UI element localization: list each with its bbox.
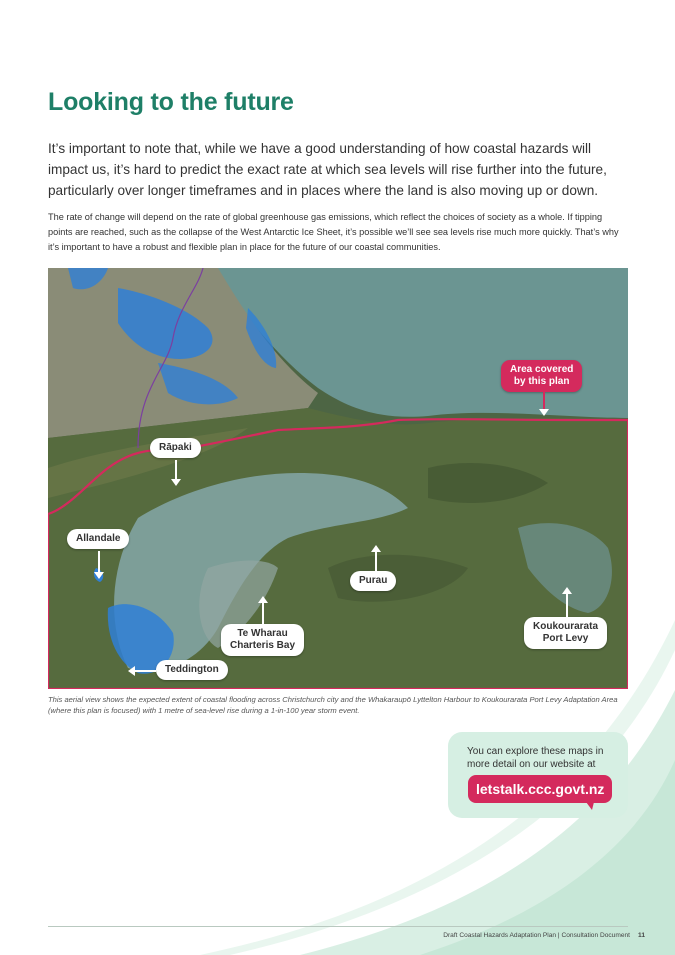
purau-arrow (375, 551, 377, 571)
koukourarata-arrow (566, 593, 568, 617)
allandale-arrow (98, 551, 100, 573)
teddington-arrow (134, 670, 156, 672)
te-wharau-arrow (262, 602, 264, 624)
te-wharau-line1: Te Wharau (237, 628, 288, 639)
callout-text: You can explore these maps in more detail on our website at (467, 746, 604, 770)
footer-divider (48, 926, 628, 927)
te-wharau-line2: Charteris Bay (230, 640, 296, 651)
rapaki-arrow (175, 460, 177, 480)
area-covered-label (501, 360, 582, 392)
place-label-teddington: Teddington (156, 660, 228, 680)
area-covered-line2: by this plan (513, 376, 570, 387)
area-covered-arrow (543, 390, 545, 410)
koukourarata-line2: Port Levy (542, 633, 589, 644)
place-label-rapaki: Rāpaki (150, 438, 201, 458)
place-label-koukourarata (524, 617, 607, 649)
aerial-map (48, 268, 628, 689)
website-callout (448, 732, 628, 818)
body-paragraph: The rate of change will depend on the rate of global greenhouse gas emissions, which reflect the choices of society as a whole. If tipping points are reached, such as the collapse of the West Antarctic Ice Sheet, it’s possible we’ll see sea levels rise much more quickly. That’s why it’s important to have a robust and flexible plan in place for the future of our coastal communities. (48, 212, 619, 252)
map-caption: This aerial view shows the expected extent of coastal flooding across Christchurch city and the Whakaraupō Lyttelton Harbour to Koukourarata Port Levy Adaptation Area (where this plan is focused) with 1 metre of sea-level rise during a 1-in-100 year storm event. (48, 695, 618, 715)
lead-paragraph: It’s important to note that, while we have a good understanding of how coastal hazards will impact us, it’s hard to predict the exact rate at which sea levels will rise further into the future, particularly over longer timeframes and in places where the land is also moving up or down. (48, 141, 607, 198)
place-label-purau: Purau (350, 571, 396, 591)
koukourarata-line1: Koukourarata (533, 621, 599, 632)
footer-document-title: Draft Coastal Hazards Adaptation Plan | Consultation Document (443, 932, 631, 939)
place-label-te-wharau (221, 624, 304, 656)
website-link[interactable]: letstalk.ccc.govt.nz (468, 775, 612, 803)
page-footer (443, 932, 645, 939)
page-number: 11 (638, 932, 645, 939)
area-covered-line1: Area covered (510, 364, 574, 375)
place-label-allandale: Allandale (67, 529, 129, 549)
page-heading: Looking to the future (48, 88, 294, 116)
